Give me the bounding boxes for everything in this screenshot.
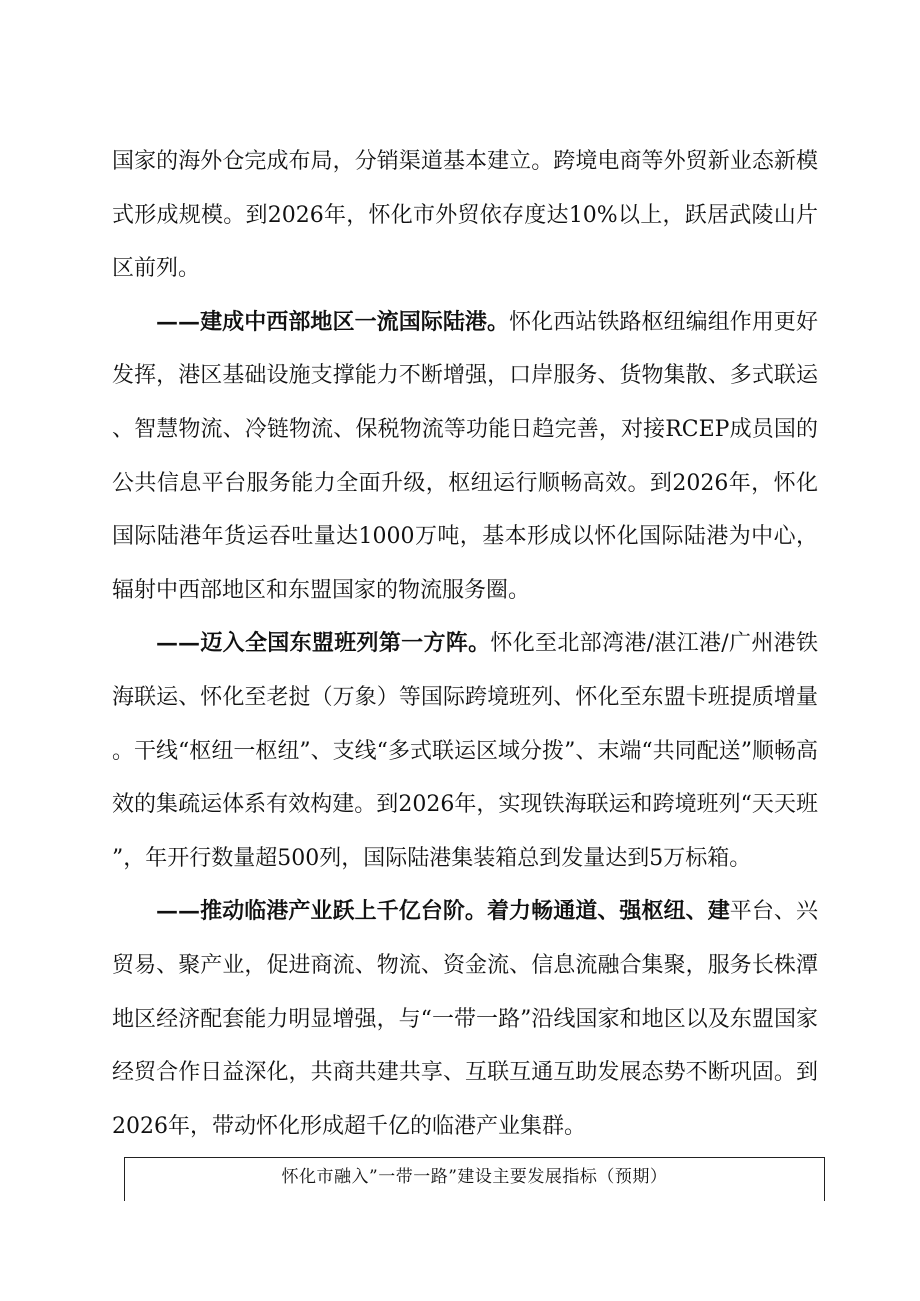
body-text (112, 135, 818, 1153)
paragraph-foreign-trade (112, 135, 818, 296)
table-caption: 怀化市融入”一带一路”建设主要发展指标（预期） (281, 1167, 668, 1187)
indicator-table (124, 1157, 825, 1201)
paragraph-inland-port (112, 296, 818, 618)
paragraph-lead: ——迈入全国东盟班列第一方阵。 (156, 630, 491, 657)
paragraph-asean-trains (112, 617, 818, 885)
paragraph-body: 平台、兴贸易、聚产业，促进商流、物流、资金流、信息流融合集聚，服务长株潭地区经济配套能力明显增强，与“一带一路”沿线国家和地区以及东盟国家经贸合作日益深化，共商共建共享、互联互通互助发展态势不断巩固。到2026年，带动怀化形成超千亿的临港产业集群。 (112, 899, 818, 1139)
paragraph-lead: ——建成中西部地区一流国际陆港。 (156, 308, 510, 335)
paragraph-body: 怀化西站铁路枢纽编组作用更好发挥，港区基础设施支撑能力不断增强，口岸服务、货物集散、多式联运、智慧物流、冷链物流、保税物流等功能日趋完善，对接RCEP成员国的公共信息平台服务能力全面升级，枢纽运行顺畅高效。到2026年，怀化国际陆港年货运吞吐量达1000万吨，基本形成以怀化国际陆港为中心，辐射中西部地区和东盟国家的物流服务圈。 (112, 309, 818, 603)
paragraph-body: 国家的海外仓完成布局，分销渠道基本建立。跨境电商等外贸新业态新模式形成规模。到2026年，怀化市外贸依存度达10%以上，跃居武陵山片区前列。 (112, 149, 818, 282)
paragraph-lead: ——推动临港产业跃上千亿台阶。着力畅通道、强枢纽、建 (156, 898, 730, 925)
paragraph-body: 怀化至北部湾港/湛江港/广州港铁海联运、怀化至老挝（万象）等国际跨境班列、怀化至东盟卡班提质增量。干线“枢纽一枢纽”、支线“多式联运区域分拨”、末端“共同配送”顺畅高效的集疏运体系有效构建。到2026年，实现铁海联运和跨境班列“天天班”，年开行数量超500列，国际陆港集装箱总到发量达到5万标箱。 (112, 631, 818, 871)
paragraph-port-industry (112, 885, 818, 1153)
